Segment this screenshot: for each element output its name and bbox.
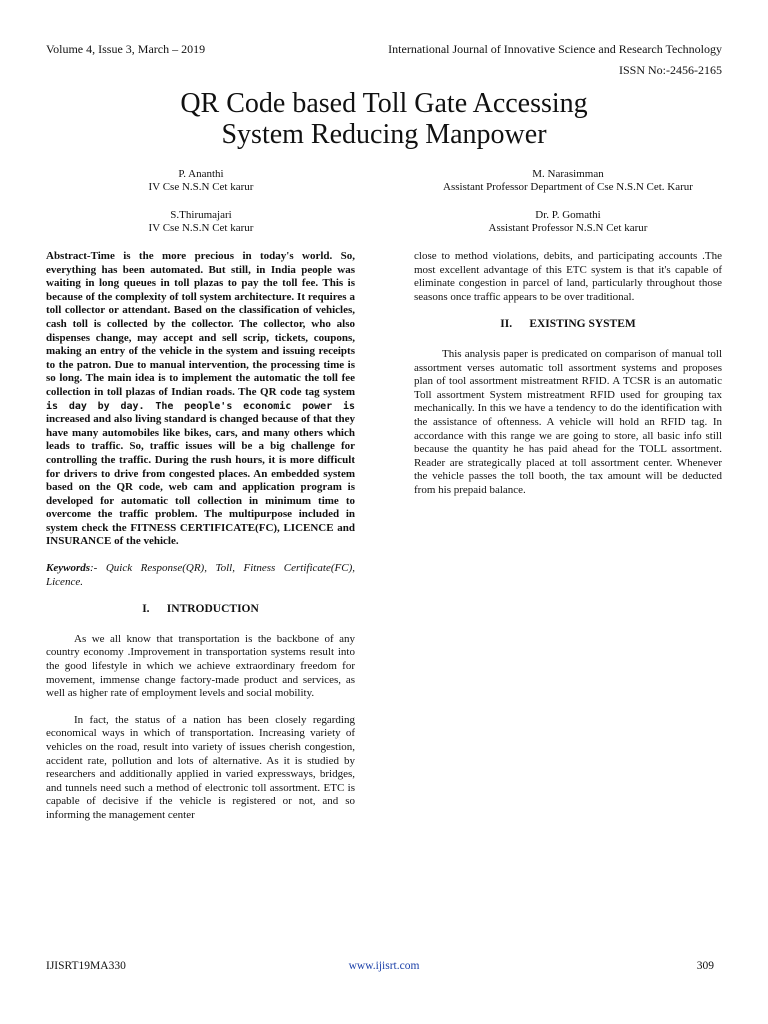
author-block-1 xyxy=(31,168,371,194)
issn-number: ISSN No:-2456-2165 xyxy=(618,63,722,77)
keywords-label: Keywords xyxy=(46,562,90,575)
author-affiliation: IV Cse N.S.N Cet karur xyxy=(148,181,254,193)
author-affiliation: IV Cse N.S.N Cet karur xyxy=(148,222,254,234)
journal-name: International Journal of Innovative Science and Research Technology xyxy=(388,42,722,56)
author-name: S.Thirumajari xyxy=(170,209,232,221)
left-column xyxy=(46,250,355,823)
author-block-2 xyxy=(398,168,738,194)
author-name: Dr. P. Gomathi xyxy=(535,209,601,221)
author-affiliation: Assistant Professor Department of Cse N.S.N Cet. Karur xyxy=(443,181,693,193)
journal-website-link[interactable]: www.ijisrt.com xyxy=(348,960,420,972)
abstract-part-1: Abstract-Time is the more precious in today's world. So, everything has been automated. But still, in India people was waiting in long queues in toll plazas to pay the toll fee. This is because of the complexity of toll system architecture. It requires a toll collector or attendant. Based on the classification of vehicles, cash toll is collected by the collector. The collector, who also dispenses change, may accept and sell scrip, tickets, coupons, making an entry of the vehicle in the system and issuing receipts to the patron. Due to manual intervention, the processing time is so long. The main idea is to implement the automatic the toll fee collection in toll plazas of Indian roads. The QR code tag system xyxy=(46,250,355,398)
keywords-text: :- Quick Response(QR), Toll, Fitness Certificate(FC), Licence. xyxy=(46,562,355,588)
introduction-continuation: close to method violations, debits, and participating accounts .The most excellent advantage of this ETC system is that it's capable of eliminate congestion in parcel of land, particularly throughout those seasons once traffic appears to be over traditional. xyxy=(414,250,722,303)
page-number: 309 xyxy=(696,960,714,972)
paper-id: IJISRT19MA330 xyxy=(46,960,126,972)
author-affiliation: Assistant Professor N.S.N Cet karur xyxy=(488,222,648,234)
keywords xyxy=(46,562,355,589)
section-heading-introduction: I. INTRODUCTION xyxy=(142,603,259,616)
journal-volume-issue: Volume 4, Issue 3, March – 2019 xyxy=(46,42,206,56)
author-block-4 xyxy=(398,209,738,235)
abstract-part-3: increased and also living standard is changed because of that they have many automobiles like bikes, cars, and many others which leads to traffic. So, traffic issues will be a big challenge for controlling the traffic. During the rush hours, it is more difficult for drivers to drive from congested places. An embedded system based on the QR code, web cam and application program is developed for automatic toll collection in minimum time to overcome the traffic problem. The multipurpose included in system check the FITNESS CERTIFICATE(FC), LICENCE and INSURANCE of the vehicle. xyxy=(46,413,355,548)
existing-system-paragraph: This analysis paper is predicated on comparison of manual toll assortment verses automatic toll assortment systems and proposes plan of tool assortment mistreatment RFID. A TCSR is an automatic Toll assortment System mistreatment RFID used for grouping tax mechanically. In this we have a tendency to do the identification with the assistance of oftenness. A vehicle will hold an RFID tag. In accordance with this range we are going to store, all basic info still because the quantity he has paid ahead for the TOLL assortment. Reader are strategically placed at toll assortment center. Whenever the vehicle passes the toll booth, the tax amount will be deducted from his prepaid balance. xyxy=(414,347,722,496)
section-heading-existing-system: II. EXISTING SYSTEM xyxy=(500,318,636,331)
right-column xyxy=(414,250,722,498)
author-block-3 xyxy=(31,209,371,235)
author-name: P. Ananthi xyxy=(178,168,224,180)
introduction-paragraph-1: As we all know that transportation is the backbone of any country economy .Improvement in transportation systems result into the good lifestyle in which we achieve extraordinary freedom for movement, immense change factory-made product and services, as well as higher rate of employment levels and social mobility. xyxy=(46,632,355,700)
paper-title xyxy=(46,88,722,150)
paper-title-line-2: System Reducing Manpower xyxy=(221,119,547,150)
abstract xyxy=(46,250,355,549)
abstract-part-2: is day by day. The people's economic power is xyxy=(46,400,355,412)
introduction-paragraph-2: In fact, the status of a nation has been closely regarding economical ways in which of transportation. Increasing variety of vehicles on the road, result into variety of issues cherish congestion, accident rate, pollution and lots of alternative. As it is studied by researchers and additionally applied in varied expressways, bridges, and tunnels need such a method of electronic toll assortment. ETC is capable of decisive if the vehicle is registered or not, and so informing the management center xyxy=(46,713,355,821)
paper-title-line-1: QR Code based Toll Gate Accessing xyxy=(180,88,588,119)
author-name: M. Narasimman xyxy=(532,168,604,180)
